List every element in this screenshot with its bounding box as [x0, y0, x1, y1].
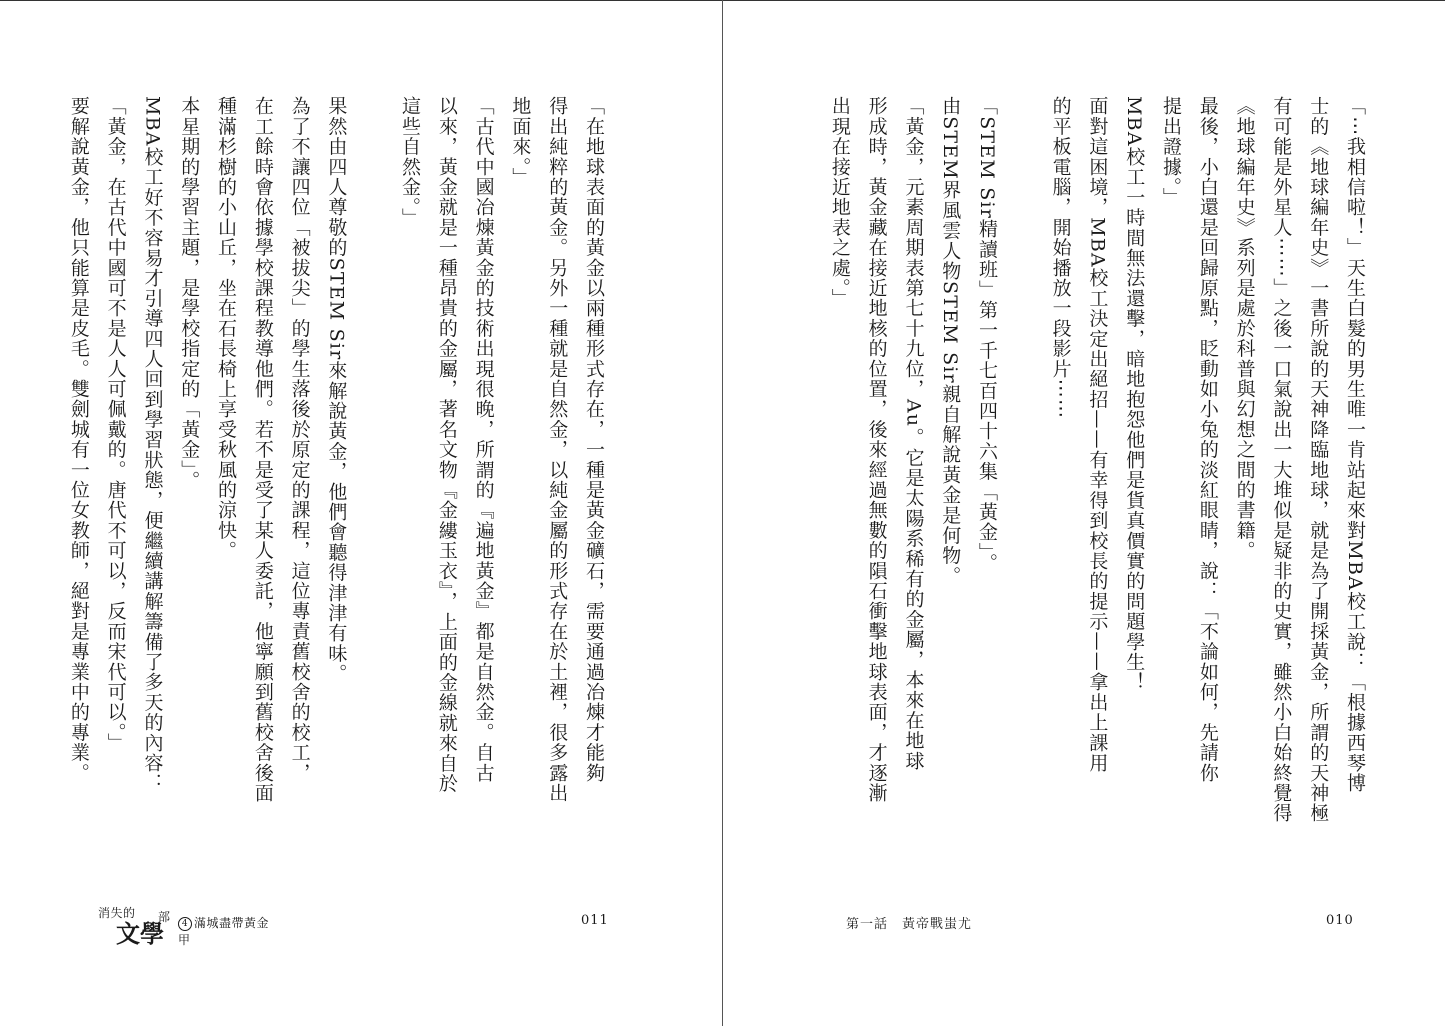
right-page [723, 0, 1445, 1026]
volume-title-text: 滿城盡帶黃金甲 [178, 916, 270, 947]
right_page-column: 《地球編年史》系列是處於科普與幻想之間的書籍。 [1233, 96, 1256, 561]
left_page-column: 地面來。」 [509, 96, 532, 188]
right_page-column: 提出證據。」 [1160, 96, 1183, 208]
page-number: 011 [581, 913, 609, 928]
right_page-column: 形成時，黃金藏在接近地核的位置，後來經過無數的隕石衝擊地球表面，才逐漸 [865, 96, 888, 803]
left_page-column: 本星期的學習主題，是學校指定的「黃金」。 [178, 96, 201, 491]
page-number: 010 [1326, 913, 1354, 928]
right_page-column: 面對這困境，MBA校工決定出絕招——有幸得到校長的提示——拿出上課用 [1086, 96, 1109, 773]
running-head-chapter-title: 第一話 黃帝戰蚩尤 [846, 917, 973, 932]
left_page-column: 在工餘時會依據學校課程教導他們。若不是受了某人委託，他寧願到舊校舍後面 [251, 96, 274, 803]
volume-title [178, 914, 278, 948]
right_page-column: 由STEM界風雲人物STEM Sir親自解說黃金是何物。 [939, 96, 962, 586]
right_page-column: 出現在接近地表之處。」 [828, 96, 851, 309]
left_page-column: 「在地球表面的黃金以兩種形式存在，一種是黃金礦石，需要通過冶煉才能夠 [583, 96, 605, 783]
series-logo [98, 902, 278, 948]
right_page-column: MBA校工一時間無法還擊，暗地抱怨他們是貨真價實的問題學生！ [1123, 96, 1146, 693]
left_page-column: 得出純粹的黃金。另外一種就是自然金，以純金屬的形式存在於土裡，很多露出 [546, 96, 569, 803]
right-page-text [828, 96, 1373, 824]
left_page-column: 為了不讓四位「被拔尖」的學生落後於原定的課程，這位專責舊校舍的校工， [288, 96, 311, 783]
left_page-column [354, 96, 391, 796]
left_page-column: 「黃金，在古代中國可不是人人可佩戴的。唐代不可以，反而宋代可以。」 [104, 96, 127, 754]
left_page-column: 要解說黃金，他只能算是皮毛。雙劍城有一位女教師，絕對是專業中的專業。 [67, 96, 90, 783]
left_page-column: 「古代中國冶煉黃金的技術出現很晚，所謂的『遍地黃金』都是自然金。自古 [472, 96, 495, 783]
right_page-column: 的平板電腦，開始播放一段影片⋯⋯ [1049, 96, 1072, 420]
left_page-column: 這些自然金。」 [399, 96, 422, 228]
left_page-column: 種滿杉樹的小山丘，坐在石長椅上享受秋風的涼快。 [215, 96, 238, 561]
right_page-column [1005, 96, 1042, 796]
right_page-column: 「STEM Sir精讀班」第一千七百四十六集「黃金」。 [976, 96, 999, 574]
right_page-column: 「⋯我相信啦！」天生白髮的男生唯一肯站起來對MBA校工說：「根據西琴博 [1344, 96, 1366, 794]
left-page-text [67, 96, 612, 803]
left-page [0, 0, 722, 1026]
left_page-column: 以來，黃金就是一種昂貴的金屬，著名文物『金縷玉衣』，上面的金線就來自於 [435, 96, 458, 794]
left_page-column: 果然由四人尊敬的STEM Sir來解說黃金，他們會聽得津津有味。 [325, 96, 348, 684]
right_page-column: 有可能是外星人⋯⋯」之後一口氣說出一大堆似是疑非的史實，雖然小白始終覺得 [1270, 96, 1293, 824]
right_page-column: 士的《地球編年史》一書所說的天神降臨地球，就是為了開採黃金，所謂的天神極 [1307, 96, 1330, 824]
series-logo-prefix: 消失的 [98, 906, 136, 920]
right_page-column: 最後，小白還是回歸原點，眨動如小兔的淡紅眼睛，說：「不論如何，先請你 [1196, 96, 1219, 783]
right_page-column: 「黃金，元素周期表第七十九位，Au。它是太陽系稀有的金屬，本來在地球 [902, 96, 925, 771]
series-logo-main: 文學 [116, 919, 164, 948]
series-logo-suffix: 部 [158, 910, 171, 924]
left_page-column: MBA校工好不容易才引導四人回到學習狀態，便繼續講解籌備了多天的內容： [141, 96, 164, 794]
volume-number-badge: 4 [178, 917, 192, 931]
